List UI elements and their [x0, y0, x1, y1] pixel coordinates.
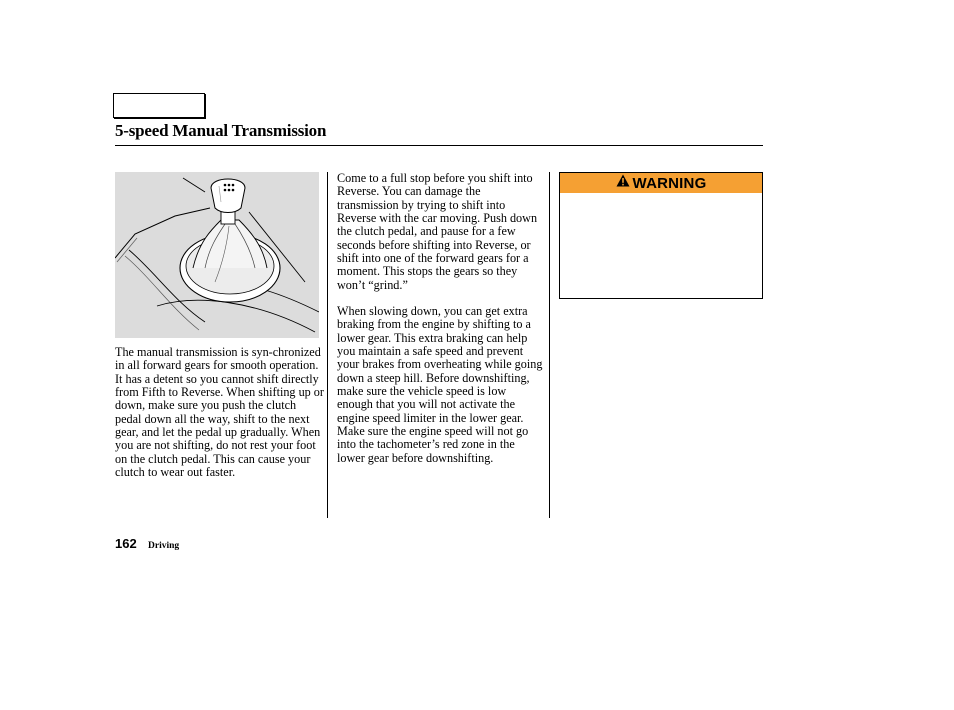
title-rule: [115, 145, 763, 146]
manual-transmission-paragraph: The manual transmission is syn-chronized in all forward gears for smooth operation. It has a detent so you cannot shift directly from Fifth to Reverse. When shifting up or down, make sure you push the clutch pedal down all the way, shift to the next gear, and let the pedal up gradually. When you are not shifting, do not rest your foot on the clutch pedal. This can cause your clutch to wear out faster.: [115, 345, 324, 480]
warning-label: WARNING: [632, 174, 707, 192]
gear-shifter-illustration: [115, 172, 319, 338]
column-divider-right: [549, 172, 550, 518]
downshifting-paragraph: When slowing down, you can get extra braking from the engine by shifting to a lower gear. This extra braking can help you maintain a safe speed and prevent your brakes from overheating while going down a steep hill. Before downshifting, make sure the vehicle speed is low enough that you will not activate the engine speed limiter in the lower gear. Make sure the engine speed will not go into the tachometer’s red zone in the lower gear before downshifting.: [337, 304, 543, 465]
chapter-tab-box: [113, 93, 205, 118]
shift-lever-drawing: [115, 172, 319, 338]
warning-box: [559, 172, 763, 299]
column-divider-left: [327, 172, 328, 518]
warning-triangle-icon: [616, 174, 630, 192]
reverse-shift-paragraph: Come to a full stop before you shift into Reverse. You can damage the transmission by trying to shift into Reverse with the car moving. Push down the clutch pedal, and pause for a few seconds before shifting into Reverse, or shift into one of the forward gears for a moment. This stops the gears so they won’t “grind.”: [337, 171, 538, 292]
warning-header: [560, 173, 762, 193]
page-number: 162: [115, 536, 137, 551]
section-name: Driving: [148, 541, 180, 551]
page-title: 5-speed Manual Transmission: [115, 121, 327, 140]
